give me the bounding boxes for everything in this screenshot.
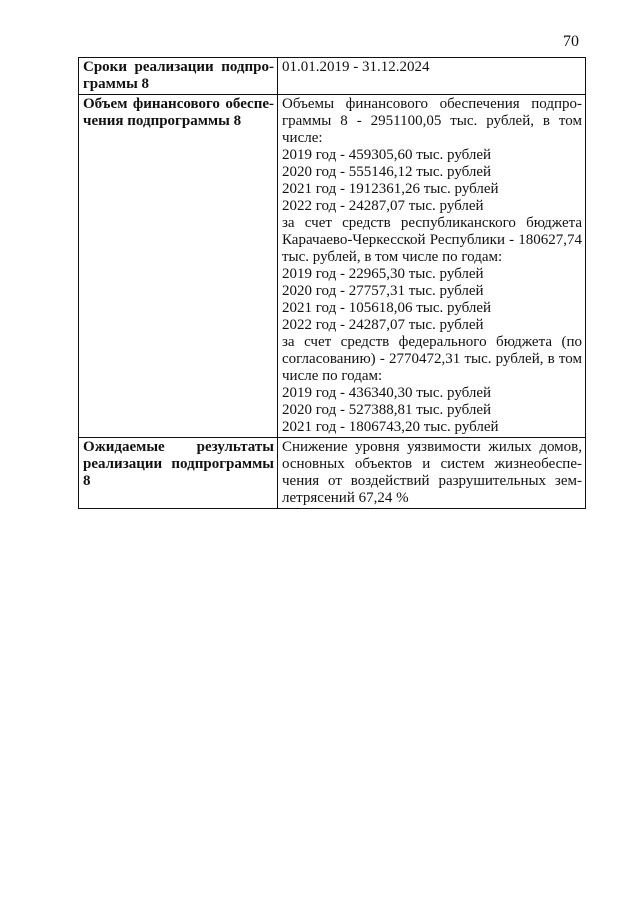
- federal-budget-year-line: 2021 год - 1806743,20 тыс. рублей: [282, 419, 499, 435]
- financing-total-year-line: 2022 год - 24287,07 тыс. рублей: [282, 198, 484, 214]
- regional-budget-year-line: 2019 год - 22965,30 тыс. рублей: [282, 266, 484, 282]
- table-row-implementation-period: [79, 58, 586, 95]
- implementation-period-value: 01.01.2019 - 31.12.2024: [278, 58, 586, 95]
- regional-budget-intro: за счет средств республиканского бюджета Карачаево-Черкесской Республики - 180627,74 тыс. рублей, в том числе по годам:: [282, 215, 582, 265]
- financing-label: Объем финансового обеспечения подпрограммы 8: [79, 95, 278, 438]
- regional-budget-year-line: 2020 год - 27757,31 тыс. рублей: [282, 283, 484, 299]
- table-row-financing: [79, 95, 586, 438]
- expected-results-text: Снижение уровня уязвимости жилых домов, основных объектов и систем жизнеобеспечения от воздействий разрушительных землетрясений 67,24 %: [282, 439, 582, 506]
- federal-budget-year-line: 2019 год - 436340,30 тыс. рублей: [282, 385, 492, 401]
- financing-value: [278, 95, 586, 438]
- subprogram-passport-table: [78, 57, 586, 509]
- implementation-period-label: Сроки реализации подпрограммы 8: [79, 58, 278, 95]
- expected-results-label: Ожидаемые результаты реализации подпрограммы 8: [79, 438, 278, 509]
- financing-total-year-line: 2021 год - 1912361,26 тыс. рублей: [282, 181, 499, 197]
- page-number: 70: [563, 33, 579, 50]
- regional-budget-year-line: 2022 год - 24287,07 тыс. рублей: [282, 317, 484, 333]
- expected-results-value: [278, 438, 586, 509]
- table-row-expected-results: [79, 438, 586, 509]
- regional-budget-year-line: 2021 год - 105618,06 тыс. рублей: [282, 300, 492, 316]
- financing-total-year-line: 2019 год - 459305,60 тыс. рублей: [282, 147, 492, 163]
- federal-budget-intro: за счет средств федерального бюджета (по согласованию) - 2770472,31 тыс. рублей, в том числе по годам:: [282, 334, 582, 384]
- federal-budget-year-line: 2020 год - 527388,81 тыс. рублей: [282, 402, 492, 418]
- financing-intro: Объемы финансового обеспечения подпрограммы 8 - 2951100,05 тыс. рублей, в том числе:: [282, 96, 582, 146]
- financing-total-year-line: 2020 год - 555146,12 тыс. рублей: [282, 164, 492, 180]
